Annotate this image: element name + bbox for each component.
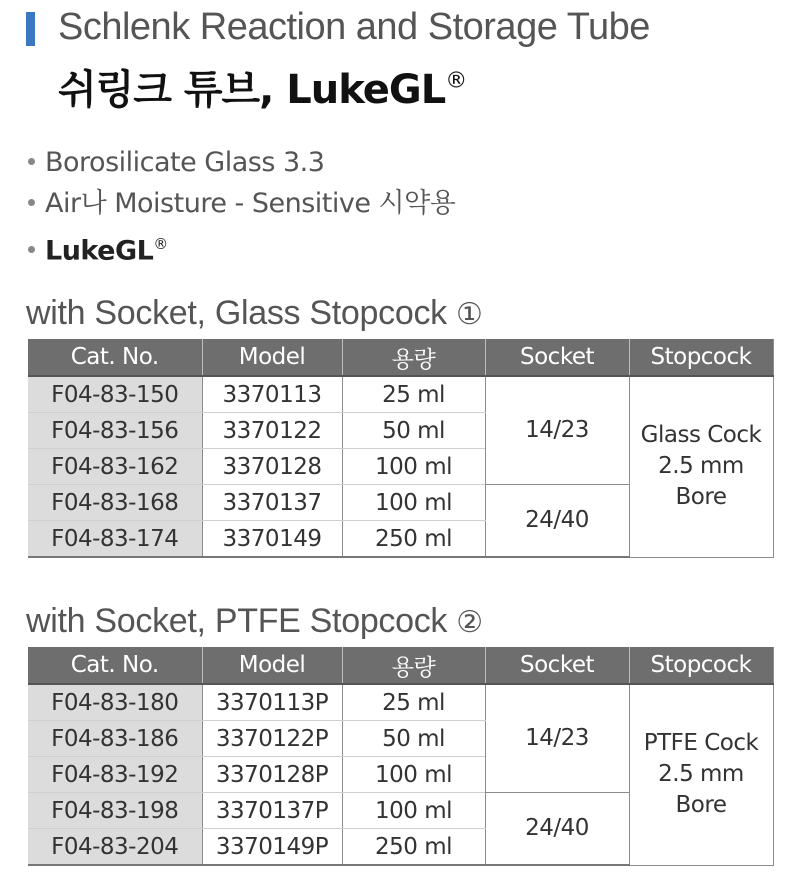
cat-no-cell: F04-83-180 <box>28 684 202 721</box>
feature-text: Air나 Moisture - Sensitive 시약용 <box>45 188 456 219</box>
volume-cell: 100 ml <box>342 757 485 793</box>
spec-table-ptfe-stopcock <box>28 647 774 866</box>
column-header-socket: Socket <box>485 339 629 376</box>
bullet-dot-icon <box>28 246 35 253</box>
section-title-ptfe-stopcock <box>26 602 483 641</box>
feature-item <box>28 142 455 183</box>
column-header-socket: Socket <box>485 647 629 684</box>
title-accent-bar <box>26 12 35 46</box>
cat-no-cell: F04-83-162 <box>28 449 202 485</box>
socket-cell: 24/40 <box>485 793 629 866</box>
model-cell: 3370137 <box>202 485 342 521</box>
stopcock-line: PTFE Cock <box>643 730 759 757</box>
stopcock-line: Bore <box>675 484 727 511</box>
stopcock-line: 2.5 mm <box>658 453 744 480</box>
volume-cell: 250 ml <box>342 521 485 558</box>
stopcock-cell <box>629 376 773 557</box>
column-header-model: Model <box>202 339 342 376</box>
volume-cell: 25 ml <box>342 684 485 721</box>
section-number: ② <box>456 605 483 640</box>
volume-cell: 25 ml <box>342 376 485 413</box>
socket-cell: 24/40 <box>485 485 629 558</box>
cat-no-cell: F04-83-198 <box>28 793 202 829</box>
table-header-row <box>28 647 773 684</box>
model-cell: 3370113P <box>202 684 342 721</box>
registered-mark: ® <box>153 235 168 253</box>
model-cell: 3370128 <box>202 449 342 485</box>
feature-text: LukeGL <box>45 235 154 267</box>
cat-no-cell: F04-83-156 <box>28 413 202 449</box>
volume-cell: 100 ml <box>342 793 485 829</box>
model-cell: 3370128P <box>202 757 342 793</box>
column-header-stopcock: Stopcock <box>629 339 773 376</box>
page-title-korean <box>58 58 466 115</box>
page-title-korean-text: 쉬링크 튜브, LukeGL <box>58 67 446 113</box>
section-title-text: with Socket, Glass Stopcock <box>26 294 447 332</box>
column-header-stopcock: Stopcock <box>629 647 773 684</box>
volume-cell: 50 ml <box>342 413 485 449</box>
stopcock-line: Glass Cock <box>640 422 762 449</box>
model-cell: 3370149P <box>202 829 342 866</box>
column-header-volume: 용량 <box>342 647 485 684</box>
cat-no-cell: F04-83-150 <box>28 376 202 413</box>
cat-no-cell: F04-83-168 <box>28 485 202 521</box>
column-header-cat-no: Cat. No. <box>28 647 202 684</box>
registered-mark: ® <box>445 68 467 94</box>
stopcock-line: Bore <box>675 792 727 819</box>
bullet-dot-icon <box>28 158 35 165</box>
cat-no-cell: F04-83-192 <box>28 757 202 793</box>
column-header-cat-no: Cat. No. <box>28 339 202 376</box>
volume-cell: 100 ml <box>342 485 485 521</box>
model-cell: 3370113 <box>202 376 342 413</box>
cat-no-cell: F04-83-204 <box>28 829 202 866</box>
model-cell: 3370137P <box>202 793 342 829</box>
model-cell: 3370122P <box>202 721 342 757</box>
volume-cell: 250 ml <box>342 829 485 866</box>
cat-no-cell: F04-83-174 <box>28 521 202 558</box>
feature-list <box>28 142 455 271</box>
column-header-volume: 용량 <box>342 339 485 376</box>
feature-item <box>28 224 455 271</box>
socket-cell: 14/23 <box>485 684 629 793</box>
spec-table-glass-stopcock <box>28 339 774 558</box>
socket-cell: 14/23 <box>485 376 629 485</box>
column-header-model: Model <box>202 647 342 684</box>
page-title-english: Schlenk Reaction and Storage Tube <box>58 6 650 48</box>
table-row <box>28 376 773 413</box>
feature-item <box>28 183 455 224</box>
feature-text: Borosilicate Glass 3.3 <box>45 147 325 178</box>
section-title-text: with Socket, PTFE Stopcock <box>26 602 448 640</box>
bullet-dot-icon <box>28 199 35 206</box>
table-header-row <box>28 339 773 376</box>
stopcock-line: 2.5 mm <box>658 761 744 788</box>
cat-no-cell: F04-83-186 <box>28 721 202 757</box>
stopcock-cell <box>629 684 773 865</box>
volume-cell: 50 ml <box>342 721 485 757</box>
section-number: ① <box>456 297 483 332</box>
section-title-glass-stopcock <box>26 294 483 333</box>
model-cell: 3370122 <box>202 413 342 449</box>
table-row <box>28 684 773 721</box>
volume-cell: 100 ml <box>342 449 485 485</box>
model-cell: 3370149 <box>202 521 342 558</box>
